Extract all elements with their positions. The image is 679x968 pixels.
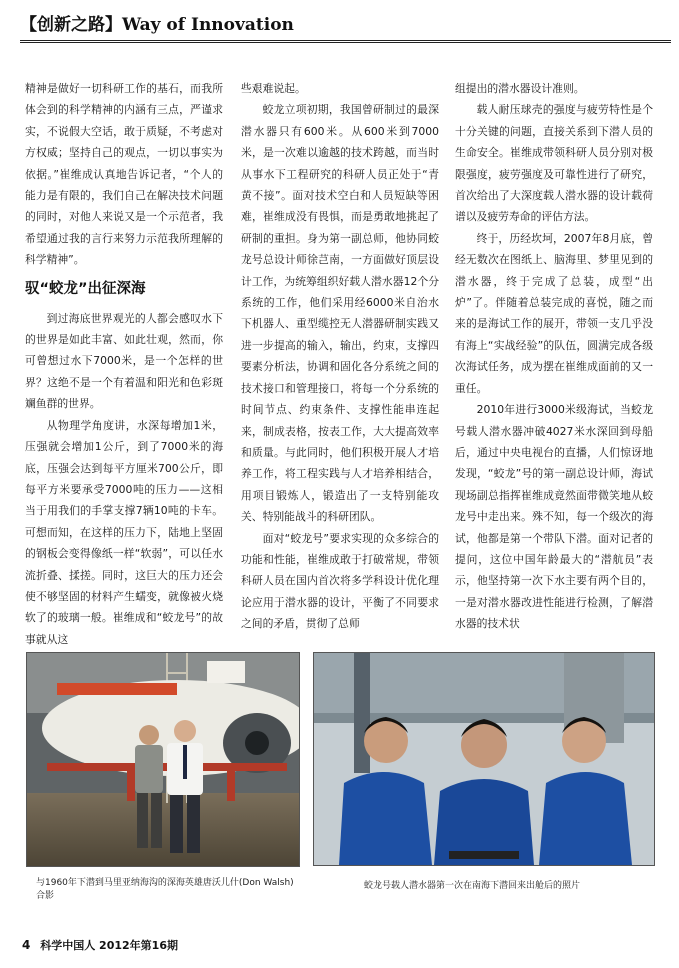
page-header <box>20 10 669 36</box>
paragraph: 载人耐压球壳的强度与疲劳特性是个十分关键的问题，直接关系到下潜人员的生命安全。崔维成带领科研人员分别对极限强度，疲劳强度及可靠性进行了研究，首次给出了大深度载人潜水器的设计载荷谱以及疲劳寿命的评估方法。 <box>455 103 653 224</box>
page-footer <box>22 937 178 953</box>
photo-submersible-illustration <box>27 653 299 866</box>
photo-caption-2: 蛟龙号载人潜水器第一次在南海下潜回来出舱后的照片 <box>364 881 581 891</box>
paragraph: 面对“蛟龙号”要求实现的众多综合的功能和性能，崔维成敢于打破常规，带领科研人员在国内首次将多学科设计优化理论应用于潜水器的设计，平衡了不同要求之间的矛盾，贯彻了总师 <box>241 531 439 631</box>
issue-label: 2012年第16期 <box>99 939 178 952</box>
photo-caption-1: 与1960年下潜到马里亚纳海沟的深海英雄唐沃儿什(Don Walsh)合影 <box>36 878 294 901</box>
paragraph: 2010年进行3000米级海试，当蛟龙号载人潜水器冲破4027米水深回到母船后，通过中央电视台的直播，人们惊讶地发现，“蛟龙”号的第一副总设计师，海试现场副总指挥崔维成竟然面带微笑地从蛟龙号中走出来。殊不知，每一个级次的海试，他都是第一个带队下潜。面对记者的提问，这位中国年龄最大的“潜航员”表示，他坚持第一次下水主要有两个目的，一是对潜水器改进性能进行检测，了解潜水器的技术状 <box>455 403 653 631</box>
text-column-2 <box>241 78 439 635</box>
header-title: 【创新之路】Way of Innovation <box>20 15 294 35</box>
section-heading: 驭“蛟龙”出征深海 <box>25 280 146 297</box>
page-number: 4 <box>22 938 31 952</box>
paragraph: 从物理学角度讲，水深每增加1米，压强就会增加1公斤，到了7000米的海底，压强会达到每平方厘米700公斤，即每平方米要承受7000吨的压力——这相当于用我们的手掌支撑7辆10吨的卡车。可想而知，在这样的压力下，陆地上坚固的钢板会变得像纸一样“软弱”，可以任水流折叠、揉搓。同时，这巨大的压力还会使不够坚固的材料产生蠕变，就像被火烧软了的玻璃一般。崔维成和“蛟龙号”的故事就从这 <box>25 418 223 646</box>
paragraph: 蛟龙立项初期，我国曾研制过的最深潜水器只有600米。从600米到7000米，是一次难以逾越的技术跨越，而当时从事水下工程研究的科研人员正处于“青黄不接”。面对技术空白和人员短缺等困难，崔维成没有畏惧，而是勇敢地挑起了研制的重担。身为第一副总师，他协同蛟龙号总设计师徐芑南，一方面做好顶层设计工作，为统筹组织好载人潜水器12个分系统的工作，他们采用经6000米自治水下机器人、重型缆控无人潜器研制实践又进一步提高的输入，输出，约束，支撑四要素分析法，协调和固化各分系统之间的技术接口和管理接口，将每一个分系统的时间节点、约束条件、支撑性能串连起来，制成表格，按表工作，大大提高效率和质量。与此同时，他们积极开展人才培养工作，将工程实践与人才培养相结合，用项目锻炼人，锻造出了一支特别能攻关、特别能战斗的科研团队。 <box>241 103 439 524</box>
paragraph: 组提出的潜水器设计准则。 <box>455 82 585 95</box>
header-rule <box>20 40 671 43</box>
magazine-name: 科学中国人 <box>40 939 96 952</box>
paragraph: 些艰难说起。 <box>241 82 306 95</box>
paragraph: 终于，历经坎坷，2007年8月底，曾经无数次在图纸上、脑海里、梦里见到的潜水器，终于完成了总装，成型“出炉”了。伴随着总装完成的喜悦，随之而来的是海试工作的展开，带领一支几乎没有海上“实战经验”的队伍，圆满完成各级次海试任务，成为摆在崔维成面前的又一重任。 <box>455 231 653 395</box>
photo-crew-illustration <box>314 653 654 865</box>
paragraph: 精神是做好一切科研工作的基石，而我所体会到的科学精神的内涵有三点，严谨求实，不说假大空话，敢于质疑，不考虑对方权威；坚持自己的观点，一切以事实为依据。”崔维成认真地告诉记者，“个人的能力是有限的，我们自己在解决技术问题的同时，对他人来说又是一个示范者，我希望通过我的言行来努力示范我所理解的科学精神”。 <box>25 82 223 267</box>
text-column-3 <box>455 78 653 635</box>
text-column-1 <box>25 78 223 650</box>
photo-crew-members <box>313 652 655 866</box>
photo-submersible-meeting <box>26 652 300 867</box>
paragraph: 到过海底世界观光的人都会感叹水下的世界是如此丰富、如此壮观，然而，你可曾想过水下7000米，是一个怎样的世界？这绝不是一个有着温和阳光和色彩斑斓鱼群的世界。 <box>25 311 223 411</box>
